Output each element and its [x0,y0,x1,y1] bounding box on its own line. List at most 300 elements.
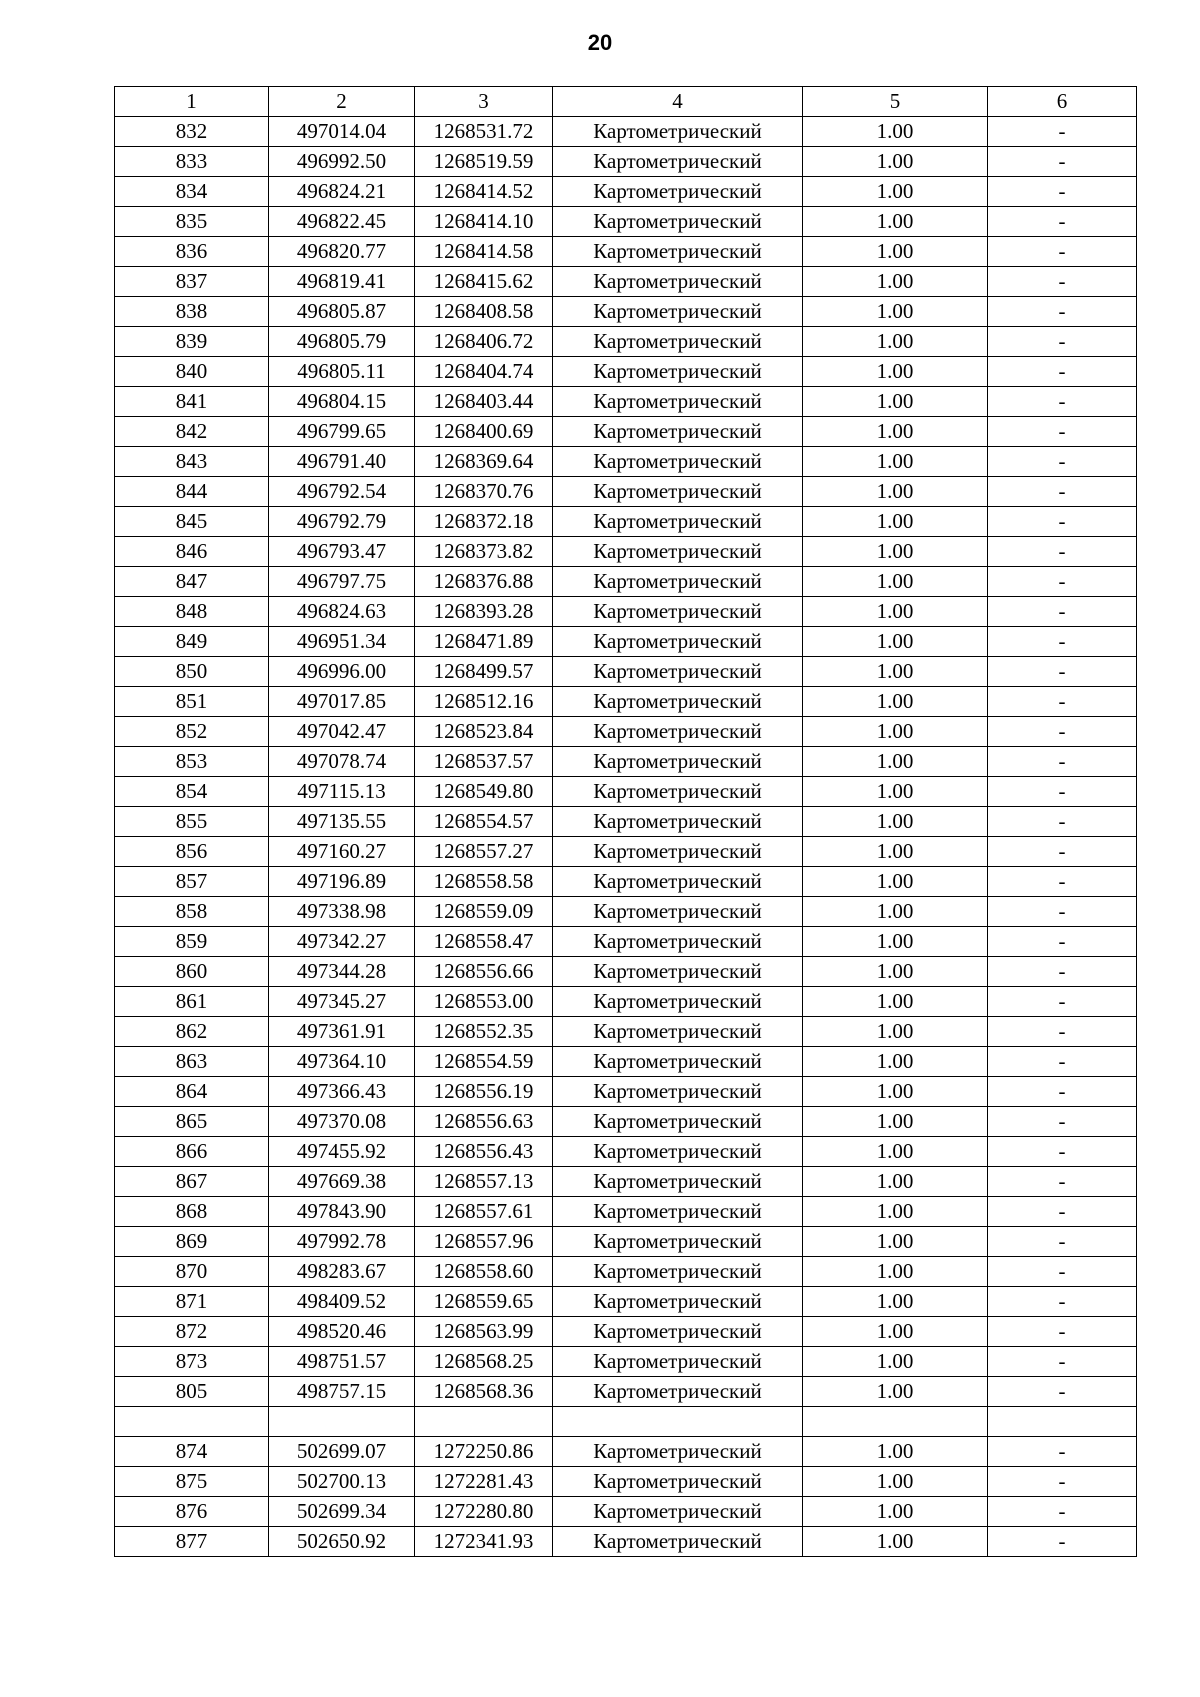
point-number-cell: 866 [115,1137,269,1167]
method-cell: Картометрический [553,1017,803,1047]
table-row [115,117,1137,147]
table-row [115,1497,1137,1527]
point-number-cell: 865 [115,1107,269,1137]
note-cell: - [988,1287,1137,1317]
x-coordinate-cell [269,1407,415,1437]
x-coordinate-cell: 496992.50 [269,147,415,177]
point-number-cell: 852 [115,717,269,747]
accuracy-cell: 1.00 [803,357,988,387]
accuracy-cell: 1.00 [803,597,988,627]
note-cell: - [988,627,1137,657]
point-number-cell: 872 [115,1317,269,1347]
method-cell: Картометрический [553,1137,803,1167]
note-cell: - [988,1197,1137,1227]
accuracy-cell: 1.00 [803,1017,988,1047]
method-cell: Картометрический [553,657,803,687]
y-coordinate-cell: 1268414.58 [415,237,553,267]
point-number-cell: 855 [115,807,269,837]
y-coordinate-cell: 1268568.25 [415,1347,553,1377]
y-coordinate-cell: 1268400.69 [415,417,553,447]
x-coordinate-cell: 496792.79 [269,507,415,537]
y-coordinate-cell: 1268406.72 [415,327,553,357]
accuracy-cell: 1.00 [803,807,988,837]
table-row [115,837,1137,867]
accuracy-cell: 1.00 [803,1437,988,1467]
table-row [115,267,1137,297]
x-coordinate-cell: 497078.74 [269,747,415,777]
point-number-cell: 856 [115,837,269,867]
y-coordinate-cell: 1268553.00 [415,987,553,1017]
method-cell: Картометрический [553,987,803,1017]
y-coordinate-cell: 1268415.62 [415,267,553,297]
point-number-cell: 835 [115,207,269,237]
table-row [115,1197,1137,1227]
accuracy-cell: 1.00 [803,1497,988,1527]
point-number-cell: 877 [115,1527,269,1557]
table-row [115,1077,1137,1107]
accuracy-cell: 1.00 [803,507,988,537]
point-number-cell: 857 [115,867,269,897]
table-row [115,957,1137,987]
x-coordinate-cell: 497370.08 [269,1107,415,1137]
table-row [115,627,1137,657]
table-row [115,447,1137,477]
accuracy-cell [803,1407,988,1437]
point-number-cell: 805 [115,1377,269,1407]
method-cell: Картометрический [553,807,803,837]
point-number-cell: 832 [115,117,269,147]
note-cell: - [988,237,1137,267]
y-coordinate-cell: 1268557.13 [415,1167,553,1197]
table-row [115,507,1137,537]
y-coordinate-cell: 1268376.88 [415,567,553,597]
note-cell: - [988,267,1137,297]
y-coordinate-cell: 1268471.89 [415,627,553,657]
table-row [115,537,1137,567]
table-row [115,1407,1137,1437]
y-coordinate-cell: 1268531.72 [415,117,553,147]
accuracy-cell: 1.00 [803,1137,988,1167]
accuracy-cell: 1.00 [803,777,988,807]
point-number-cell: 849 [115,627,269,657]
method-cell: Картометрический [553,507,803,537]
table-row [115,297,1137,327]
method-cell: Картометрический [553,1227,803,1257]
accuracy-cell: 1.00 [803,1107,988,1137]
note-cell: - [988,1377,1137,1407]
note-cell: - [988,1497,1137,1527]
point-number-cell: 842 [115,417,269,447]
method-cell: Картометрический [553,1317,803,1347]
x-coordinate-cell: 498520.46 [269,1317,415,1347]
point-number-cell: 834 [115,177,269,207]
accuracy-cell: 1.00 [803,147,988,177]
method-cell: Картометрический [553,1287,803,1317]
note-cell: - [988,507,1137,537]
table-row [115,867,1137,897]
table-row [115,747,1137,777]
table-row [115,1317,1137,1347]
x-coordinate-cell: 502700.13 [269,1467,415,1497]
point-number-cell: 844 [115,477,269,507]
y-coordinate-cell: 1268512.16 [415,687,553,717]
method-cell: Картометрический [553,1167,803,1197]
y-coordinate-cell: 1268554.59 [415,1047,553,1077]
table-row [115,1017,1137,1047]
note-cell: - [988,837,1137,867]
table-row [115,567,1137,597]
note-cell: - [988,447,1137,477]
y-coordinate-cell: 1268556.63 [415,1107,553,1137]
table-row [115,1107,1137,1137]
x-coordinate-cell: 496805.11 [269,357,415,387]
page-number: 20 [587,30,613,55]
x-coordinate-cell: 502699.07 [269,1437,415,1467]
note-cell: - [988,357,1137,387]
note-cell: - [988,1527,1137,1557]
note-cell: - [988,687,1137,717]
point-number-cell: 833 [115,147,269,177]
note-cell: - [988,387,1137,417]
method-cell: Картометрический [553,1377,803,1407]
accuracy-cell: 1.00 [803,1527,988,1557]
method-cell: Картометрический [553,777,803,807]
table-row [115,1527,1137,1557]
point-number-cell: 858 [115,897,269,927]
point-number-cell: 868 [115,1197,269,1227]
method-cell: Картометрический [553,627,803,657]
note-cell: - [988,777,1137,807]
method-cell: Картометрический [553,1197,803,1227]
y-coordinate-cell: 1268556.43 [415,1137,553,1167]
note-cell: - [988,1137,1137,1167]
x-coordinate-cell: 498751.57 [269,1347,415,1377]
table-row [115,387,1137,417]
accuracy-cell: 1.00 [803,687,988,717]
y-coordinate-cell: 1268414.10 [415,207,553,237]
y-coordinate-cell: 1268537.57 [415,747,553,777]
y-coordinate-cell: 1268559.09 [415,897,553,927]
table-row [115,477,1137,507]
x-coordinate-cell: 497992.78 [269,1227,415,1257]
y-coordinate-cell: 1268523.84 [415,717,553,747]
point-number-cell: 861 [115,987,269,1017]
table-row [115,1047,1137,1077]
table-row [115,1467,1137,1497]
accuracy-cell: 1.00 [803,1377,988,1407]
point-number-cell: 876 [115,1497,269,1527]
note-cell: - [988,117,1137,147]
accuracy-cell: 1.00 [803,867,988,897]
method-cell: Картометрический [553,867,803,897]
y-coordinate-cell: 1268403.44 [415,387,553,417]
method-cell: Картометрический [553,477,803,507]
point-number-cell: 837 [115,267,269,297]
accuracy-cell: 1.00 [803,1347,988,1377]
x-coordinate-cell: 496951.34 [269,627,415,657]
method-cell: Картометрический [553,327,803,357]
point-number-cell: 841 [115,387,269,417]
x-coordinate-cell: 496792.54 [269,477,415,507]
note-cell: - [988,957,1137,987]
x-coordinate-cell: 497843.90 [269,1197,415,1227]
point-number-cell: 838 [115,297,269,327]
accuracy-cell: 1.00 [803,267,988,297]
x-coordinate-cell: 497160.27 [269,837,415,867]
accuracy-cell: 1.00 [803,237,988,267]
y-coordinate-cell: 1268558.60 [415,1257,553,1287]
table-row [115,897,1137,927]
x-coordinate-cell: 497196.89 [269,867,415,897]
note-cell: - [988,717,1137,747]
accuracy-cell: 1.00 [803,1227,988,1257]
x-coordinate-cell: 497115.13 [269,777,415,807]
y-coordinate-cell: 1268563.99 [415,1317,553,1347]
table-row [115,327,1137,357]
method-cell: Картометрический [553,1497,803,1527]
note-cell: - [988,327,1137,357]
point-number-cell: 839 [115,327,269,357]
y-coordinate-cell: 1268556.66 [415,957,553,987]
table-row [115,657,1137,687]
accuracy-cell: 1.00 [803,477,988,507]
method-cell: Картометрический [553,117,803,147]
method-cell: Картометрический [553,207,803,237]
y-coordinate-cell: 1268556.19 [415,1077,553,1107]
table-row [115,1347,1137,1377]
accuracy-cell: 1.00 [803,957,988,987]
y-coordinate-cell: 1268369.64 [415,447,553,477]
y-coordinate-cell: 1268557.61 [415,1197,553,1227]
note-cell: - [988,567,1137,597]
accuracy-cell: 1.00 [803,837,988,867]
point-number-cell: 874 [115,1437,269,1467]
point-number-cell: 862 [115,1017,269,1047]
note-cell: - [988,207,1137,237]
point-number-cell: 846 [115,537,269,567]
y-coordinate-cell: 1268552.35 [415,1017,553,1047]
y-coordinate-cell: 1268414.52 [415,177,553,207]
method-cell: Картометрический [553,297,803,327]
table-row [115,597,1137,627]
point-number-cell: 854 [115,777,269,807]
table-row [115,1227,1137,1257]
x-coordinate-cell: 497345.27 [269,987,415,1017]
y-coordinate-cell: 1268499.57 [415,657,553,687]
note-cell: - [988,747,1137,777]
y-coordinate-cell [415,1407,553,1437]
accuracy-cell: 1.00 [803,747,988,777]
x-coordinate-cell: 497014.04 [269,117,415,147]
table-row [115,357,1137,387]
y-coordinate-cell: 1268557.27 [415,837,553,867]
method-cell: Картометрический [553,387,803,417]
note-cell: - [988,1467,1137,1497]
accuracy-cell: 1.00 [803,567,988,597]
x-coordinate-cell: 502650.92 [269,1527,415,1557]
x-coordinate-cell: 497455.92 [269,1137,415,1167]
accuracy-cell: 1.00 [803,1257,988,1287]
y-coordinate-cell: 1272281.43 [415,1467,553,1497]
table-row [115,1167,1137,1197]
point-number-cell: 860 [115,957,269,987]
coordinates-table [114,86,1137,1557]
method-cell: Картометрический [553,177,803,207]
point-number-cell: 843 [115,447,269,477]
point-number-cell: 848 [115,597,269,627]
y-coordinate-cell: 1268549.80 [415,777,553,807]
method-cell: Картометрический [553,1467,803,1497]
y-coordinate-cell: 1268519.59 [415,147,553,177]
method-cell: Картометрический [553,1437,803,1467]
accuracy-cell: 1.00 [803,717,988,747]
method-cell: Картометрический [553,567,803,597]
accuracy-cell: 1.00 [803,987,988,1017]
y-coordinate-cell: 1268558.58 [415,867,553,897]
note-cell [988,1407,1137,1437]
note-cell: - [988,1437,1137,1467]
method-cell: Картометрический [553,357,803,387]
header-row [115,87,1137,117]
point-number-cell: 869 [115,1227,269,1257]
table-row [115,207,1137,237]
column-header-3: 3 [415,87,553,117]
point-number-cell: 863 [115,1047,269,1077]
x-coordinate-cell: 496824.21 [269,177,415,207]
x-coordinate-cell: 496799.65 [269,417,415,447]
y-coordinate-cell: 1268408.58 [415,297,553,327]
x-coordinate-cell: 497042.47 [269,717,415,747]
x-coordinate-cell: 496996.00 [269,657,415,687]
table-row [115,987,1137,1017]
note-cell: - [988,1047,1137,1077]
column-header-4: 4 [553,87,803,117]
method-cell: Картометрический [553,597,803,627]
method-cell: Картометрический [553,447,803,477]
y-coordinate-cell: 1268370.76 [415,477,553,507]
method-cell: Картометрический [553,267,803,297]
accuracy-cell: 1.00 [803,1047,988,1077]
accuracy-cell: 1.00 [803,927,988,957]
table-row [115,1137,1137,1167]
y-coordinate-cell: 1268404.74 [415,357,553,387]
x-coordinate-cell: 496793.47 [269,537,415,567]
point-number-cell: 840 [115,357,269,387]
table-row [115,1377,1137,1407]
accuracy-cell: 1.00 [803,447,988,477]
point-number-cell [115,1407,269,1437]
point-number-cell: 850 [115,657,269,687]
x-coordinate-cell: 497338.98 [269,897,415,927]
table-row [115,177,1137,207]
x-coordinate-cell: 497135.55 [269,807,415,837]
note-cell: - [988,147,1137,177]
point-number-cell: 847 [115,567,269,597]
point-number-cell: 851 [115,687,269,717]
point-number-cell: 859 [115,927,269,957]
table-body [115,117,1137,1557]
x-coordinate-cell: 497364.10 [269,1047,415,1077]
note-cell: - [988,1077,1137,1107]
accuracy-cell: 1.00 [803,897,988,927]
column-header-5: 5 [803,87,988,117]
note-cell: - [988,1257,1137,1287]
y-coordinate-cell: 1268558.47 [415,927,553,957]
table-row [115,1287,1137,1317]
method-cell [553,1407,803,1437]
accuracy-cell: 1.00 [803,297,988,327]
x-coordinate-cell: 497366.43 [269,1077,415,1107]
x-coordinate-cell: 496822.45 [269,207,415,237]
table-row [115,927,1137,957]
y-coordinate-cell: 1268373.82 [415,537,553,567]
note-cell: - [988,417,1137,447]
table-row [115,1257,1137,1287]
x-coordinate-cell: 496791.40 [269,447,415,477]
x-coordinate-cell: 497361.91 [269,1017,415,1047]
note-cell: - [988,1347,1137,1377]
column-header-1: 1 [115,87,269,117]
point-number-cell: 867 [115,1167,269,1197]
y-coordinate-cell: 1268372.18 [415,507,553,537]
accuracy-cell: 1.00 [803,1077,988,1107]
note-cell: - [988,537,1137,567]
note-cell: - [988,297,1137,327]
point-number-cell: 836 [115,237,269,267]
accuracy-cell: 1.00 [803,627,988,657]
table-row [115,717,1137,747]
y-coordinate-cell: 1268393.28 [415,597,553,627]
note-cell: - [988,657,1137,687]
note-cell: - [988,1167,1137,1197]
method-cell: Картометрический [553,1527,803,1557]
method-cell: Картометрический [553,1047,803,1077]
method-cell: Картометрический [553,1347,803,1377]
note-cell: - [988,477,1137,507]
method-cell: Картометрический [553,1077,803,1107]
accuracy-cell: 1.00 [803,417,988,447]
table-row [115,777,1137,807]
x-coordinate-cell: 496805.87 [269,297,415,327]
table-row [115,237,1137,267]
x-coordinate-cell: 496797.75 [269,567,415,597]
x-coordinate-cell: 496820.77 [269,237,415,267]
accuracy-cell: 1.00 [803,387,988,417]
method-cell: Картометрический [553,957,803,987]
note-cell: - [988,1227,1137,1257]
y-coordinate-cell: 1268568.36 [415,1377,553,1407]
accuracy-cell: 1.00 [803,1317,988,1347]
x-coordinate-cell: 497669.38 [269,1167,415,1197]
point-number-cell: 845 [115,507,269,537]
accuracy-cell: 1.00 [803,207,988,237]
method-cell: Картометрический [553,897,803,927]
accuracy-cell: 1.00 [803,537,988,567]
method-cell: Картометрический [553,237,803,267]
accuracy-cell: 1.00 [803,117,988,147]
note-cell: - [988,1317,1137,1347]
x-coordinate-cell: 498283.67 [269,1257,415,1287]
accuracy-cell: 1.00 [803,1467,988,1497]
x-coordinate-cell: 496804.15 [269,387,415,417]
point-number-cell: 873 [115,1347,269,1377]
method-cell: Картометрический [553,687,803,717]
method-cell: Картометрический [553,747,803,777]
x-coordinate-cell: 497017.85 [269,687,415,717]
table-row [115,147,1137,177]
point-number-cell: 864 [115,1077,269,1107]
accuracy-cell: 1.00 [803,1197,988,1227]
